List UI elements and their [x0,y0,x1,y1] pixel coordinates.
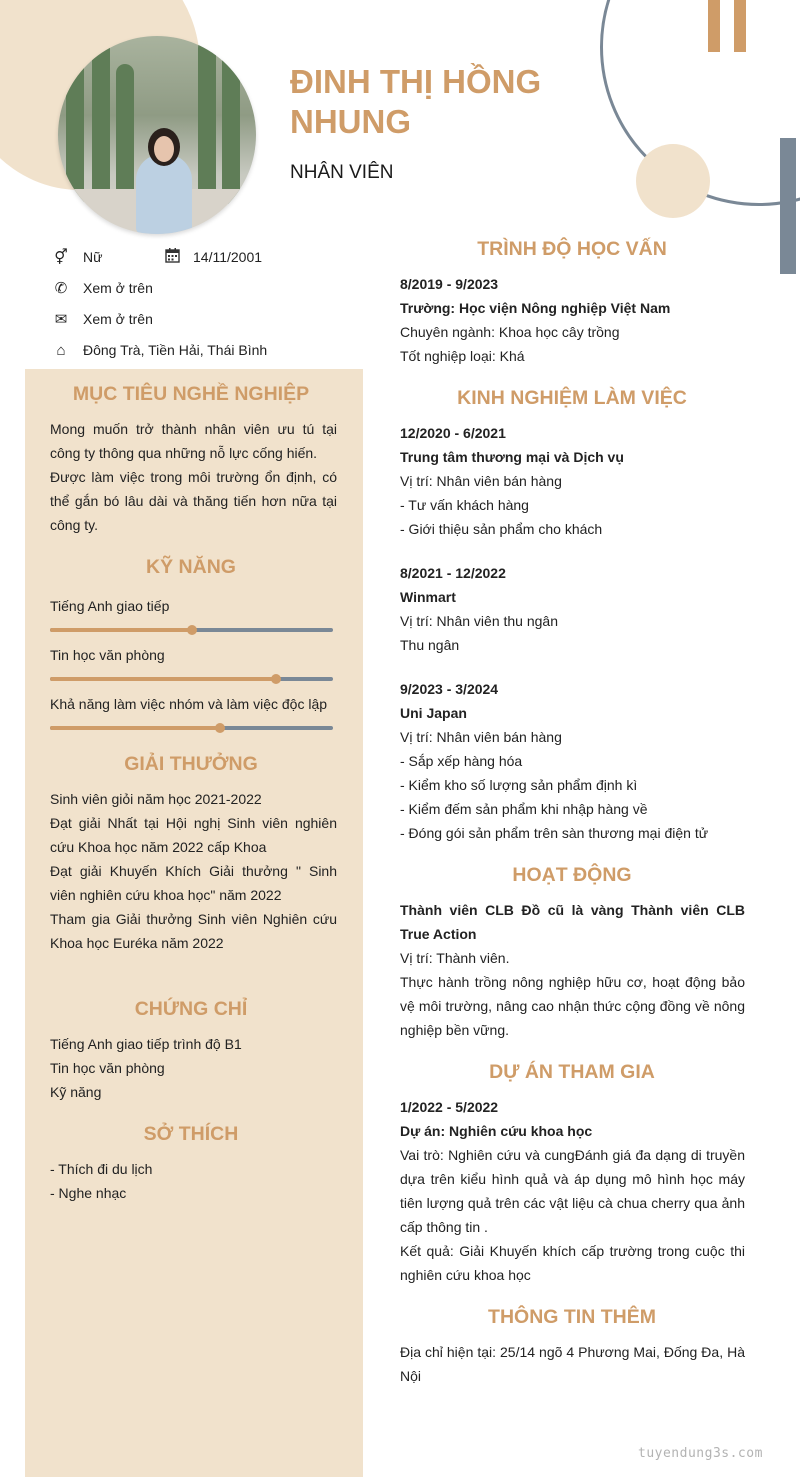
activity-role: Vị trí: Thành viên. [400,950,510,966]
phone-icon: ✆ [54,280,68,297]
education-block [400,272,745,368]
calendar-icon [163,248,181,266]
award-item: Sinh viên giỏi năm học 2021-2022 [50,791,262,807]
job-line: - Đóng gói sản phẩm trên sàn thương mại điện tử [400,825,709,841]
hobbies-list [50,1157,337,1205]
job-company: Winmart [400,589,456,605]
contact-address [52,339,267,361]
objective-title: MỤC TIÊU NGHỀ NGHIỆP [72,383,310,405]
job-line: Vị trí: Nhân viên bán hàng [400,473,562,489]
additional-title: THÔNG TIN THÊM [488,1306,656,1328]
certificates-title: CHỨNG CHỈ [134,998,248,1020]
phone-value: Xem ở trên [83,280,153,296]
projects-block [400,1095,745,1287]
certificate-item: Tiếng Anh giao tiếp trình độ B1 [50,1036,242,1052]
avatar [58,36,256,234]
address-value: Đông Trà, Tiền Hải, Thái Bình [83,342,268,358]
watermark: tuyendung3s.com [638,1446,763,1461]
envelope-icon: ✉ [54,311,68,328]
gender-value: Nữ [83,249,103,265]
skill-bar [50,726,333,730]
objective-text [50,417,337,537]
skill-bar-fill [50,628,192,632]
skill-bar-knob [215,723,225,733]
award-item: Đạt giải Khuyến Khích Giải thưởng " Sinh viên nghiên cứu khoa học" năm 2022 [50,863,337,903]
project-role: Vai trò: Nghiên cứu và cungĐánh giá đa dạng di truyền dựa trên kiểu hình quả và áp dụng mô hình học máy tiên lượng quả trên các vật liệu cà chua cherry qua ảnh cấp thông tin . [400,1147,745,1235]
job-line: Thu ngân [400,637,460,653]
awards-list [50,787,337,955]
skill-bar-fill [50,726,220,730]
skill-bar-fill [50,677,276,681]
certificates-list [50,1032,337,1104]
certificate-item: Kỹ năng [50,1084,102,1100]
education-grade: Tốt nghiệp loại: Khá [400,348,525,364]
education-title: TRÌNH ĐỘ HỌC VẤN [477,238,667,260]
experience-job [400,421,745,541]
activities-title: HOẠT ĐỘNG [512,864,632,886]
job-line: Vị trí: Nhân viên thu ngân [400,613,558,629]
award-item: Đạt giải Nhất tại Hội nghị Sinh viên nghiên cứu Khoa học năm 2022 cấp Khoa [50,815,337,855]
candidate-name: ĐINH THỊ HỒNG NHUNG [290,63,542,140]
job-line: - Kiểm kho số lượng sản phẩm định kì [400,777,638,793]
objective-line: Được làm việc trong môi trường ổn định, có thể gắn bó lâu dài và thăng tiến hơn nữa tại công ty. [50,469,337,533]
skill-label: Khả năng làm việc nhóm và làm việc độc lập [50,696,328,712]
awards-title: GIẢI THƯỞNG [124,753,258,775]
award-item: Tham gia Giải thưởng Sinh viên Nghiên cứu Khoa học Euréka năm 2022 [50,911,337,951]
contact-gender [52,246,102,268]
project-name: Dự án: Nghiên cứu khoa học [400,1123,593,1139]
job-line: - Tư vấn khách hàng [400,497,529,513]
job-company: Uni Japan [400,705,467,721]
education-major: Chuyên ngành: Khoa học cây trồng [400,324,620,340]
projects-title: DỰ ÁN THAM GIA [489,1061,655,1083]
decorative-side-bar [780,138,796,274]
hobbies-title: SỞ THÍCH [143,1123,239,1145]
project-result: Kết quả: Giải Khuyến khích cấp trường trong cuộc thi nghiên cứu khoa học [400,1243,745,1283]
education-period: 8/2019 - 9/2023 [400,276,499,292]
skills-title: KỸ NĂNG [146,556,236,578]
job-period: 9/2023 - 3/2024 [400,681,499,697]
decorative-dot [636,144,710,218]
contact-phone [52,277,153,299]
skill-label: Tin học văn phòng [50,647,165,663]
candidate-position: NHÂN VIÊN [290,162,394,183]
job-line: Vị trí: Nhân viên bán hàng [400,729,562,745]
experience-title: KINH NGHIỆM LÀM VIỆC [457,387,687,409]
home-icon: ⌂ [56,341,66,359]
contact-dob [163,246,262,268]
decorative-bar-left [708,0,720,52]
skill-bar [50,677,333,681]
job-period: 8/2021 - 12/2022 [400,565,506,581]
certificate-item: Tin học văn phòng [50,1060,165,1076]
additional-address: Địa chỉ hiện tại: 25/14 ngõ 4 Phương Mai, Đống Đa, Hà Nội [400,1344,745,1384]
hobby-item: - Nghe nhạc [50,1185,127,1201]
dob-value: 14/11/2001 [193,249,263,265]
experience-job [400,677,745,845]
job-line: - Giới thiệu sản phẩm cho khách [400,521,603,537]
experience-job [400,561,745,657]
activities-block [400,898,745,1042]
hobby-item: - Thích đi du lịch [50,1161,153,1177]
education-school: Trường: Học viện Nông nghiệp Việt Nam [400,300,671,316]
project-period: 1/2022 - 5/2022 [400,1099,499,1115]
email-value: Xem ở trên [83,311,153,327]
objective-line: Mong muốn trở thành nhân viên ưu tú tại công ty thông qua những nỗ lực cống hiến. [50,421,337,461]
activity-heading: Thành viên CLB Đồ cũ là vàng Thành viên CLB True Action [400,902,745,942]
job-line: - Sắp xếp hàng hóa [400,753,523,769]
job-line: - Kiểm đếm sản phẩm khi nhập hàng về [400,801,648,817]
job-company: Trung tâm thương mại và Dịch vụ [400,449,624,465]
skill-bar [50,628,333,632]
contact-email [52,308,153,330]
decorative-bar-right [734,0,746,52]
skill-label: Tiếng Anh giao tiếp [50,598,170,614]
job-period: 12/2020 - 6/2021 [400,425,506,441]
gender-icon: ⚥ [54,249,68,266]
skill-bar-knob [187,625,197,635]
activity-description: Thực hành trồng nông nghiệp hữu cơ, hoạt động bảo vệ môi trường, nâng cao nhận thức cộng đồng về nông nghiệp bền vững. [400,974,745,1038]
